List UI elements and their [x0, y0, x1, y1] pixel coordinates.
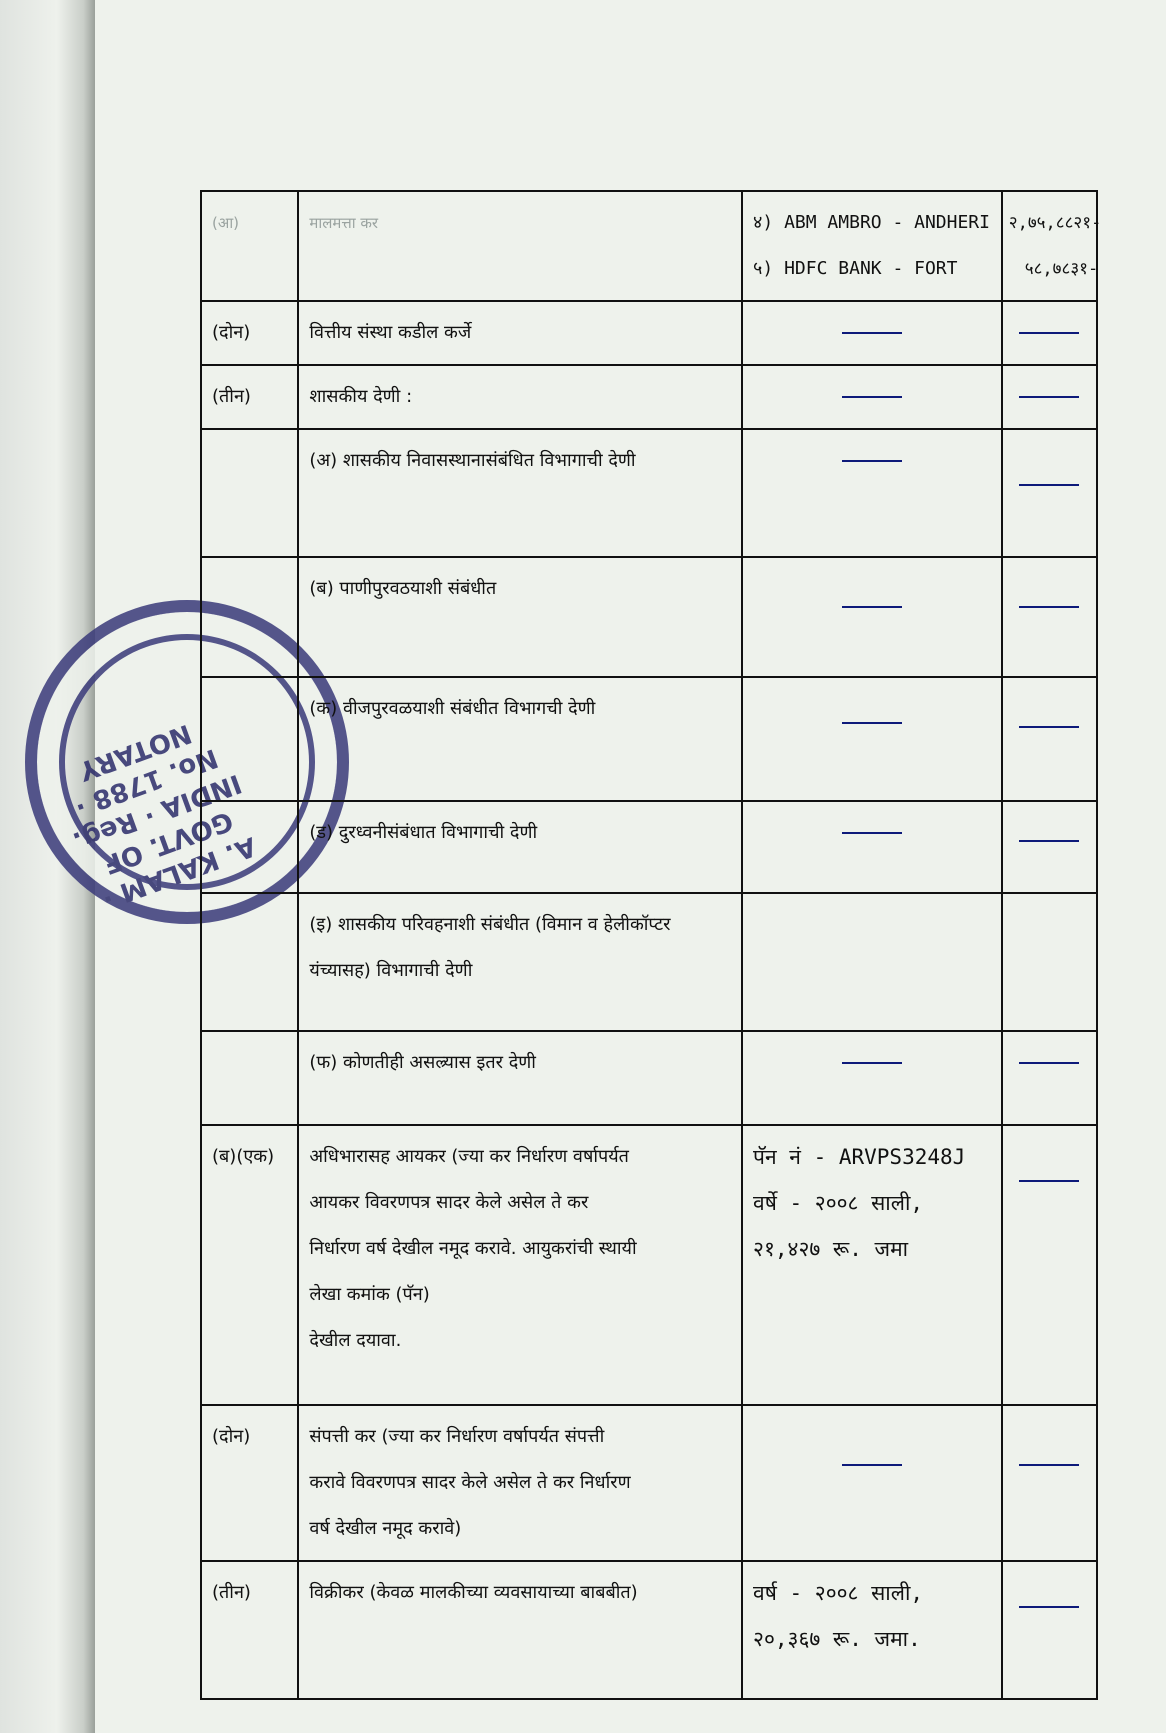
- row-description: (इ) शासकीय परिवहनाशी संबंधीत (विमान व हेलीकॉप्टर यंच्यासह) विभागाची देणी: [298, 893, 742, 1031]
- row-description: (अ) शासकीय निवासस्थानासंबंधित विभागाची देणी: [298, 429, 742, 557]
- table-row: [201, 557, 1097, 677]
- dash-mark: [842, 832, 902, 834]
- row-col4: [1002, 429, 1097, 557]
- row-col4: [1002, 1125, 1097, 1405]
- hw-line: पॅन नं - ARVPS3248J: [753, 1145, 966, 1169]
- dash-mark: [1019, 1606, 1079, 1608]
- desc-line: देखील दयावा.: [309, 1330, 402, 1351]
- table-row: [201, 1031, 1097, 1125]
- row-number: [201, 677, 298, 801]
- row-col3: [742, 893, 1002, 1031]
- dash-mark: [842, 332, 902, 334]
- row-number: (तीन): [201, 1561, 298, 1699]
- desc-line: वर्ष देखील नमूद करावे): [309, 1518, 462, 1539]
- faded-desc-cell: मालमत्ता कर: [298, 191, 742, 301]
- row-col4: [1002, 365, 1097, 429]
- desc-line: आयकर विवरणपत्र सादर केले असेल ते कर: [309, 1192, 589, 1213]
- dash-mark: [842, 606, 902, 608]
- dash-mark: [1019, 726, 1079, 728]
- row-col4: [1002, 1405, 1097, 1561]
- row-col4: [1002, 677, 1097, 801]
- row-description: [298, 1125, 742, 1405]
- row-number: (ब)(एक): [201, 1125, 298, 1405]
- row-col3: [742, 677, 1002, 801]
- faded-number-cell: (आ): [201, 191, 298, 301]
- bank-amounts-cell: [1002, 191, 1102, 301]
- row-col3: [742, 301, 1002, 365]
- row-col3: [742, 1405, 1002, 1561]
- table-row: [201, 365, 1097, 429]
- row-description: वित्तीय संस्था कडील कर्जे: [298, 301, 742, 365]
- dash-mark: [842, 1464, 902, 1466]
- dash-mark: [1019, 484, 1079, 486]
- row-description: (क) वीजपुरवळयाशी संबंधीत विभागची देणी: [298, 677, 742, 801]
- pan-details-cell: [742, 1125, 1002, 1405]
- table-row: [201, 429, 1097, 557]
- desc-line: निर्धारण वर्ष देखील नमूद करावे. आयुकरांची स्थायी: [309, 1238, 637, 1259]
- row-description: [298, 1405, 742, 1561]
- desc-line: करावे विवरणपत्र सादर केले असेल ते कर निर्धारण: [309, 1472, 631, 1493]
- hw-line: २०,३६७ रू. जमा.: [753, 1627, 921, 1651]
- row-number: (दोन): [201, 1405, 298, 1561]
- desc-line: संपत्ती कर (ज्या कर निर्धारण वर्षापर्यत संपत्ती: [309, 1426, 605, 1447]
- row-col4: [1002, 557, 1097, 677]
- row-col3: [742, 557, 1002, 677]
- table-row: [201, 1405, 1097, 1561]
- table-row: [201, 191, 1097, 301]
- dash-mark: [842, 396, 902, 398]
- row-description: (फ) कोणतीही असल्र्यास इतर देणी: [298, 1031, 742, 1125]
- row-col4: [1002, 301, 1097, 365]
- bank-line: ५) HDFC BANK - FORT: [753, 258, 958, 279]
- liabilities-table: [200, 190, 1102, 1700]
- amount-line: ५८,७८३१-: [1024, 259, 1099, 279]
- dash-mark: [1019, 840, 1079, 842]
- table-row: [201, 1125, 1097, 1405]
- dash-mark: [842, 460, 902, 462]
- dash-mark: [842, 722, 902, 724]
- row-col3: [742, 801, 1002, 893]
- row-number: (दोन): [201, 301, 298, 365]
- row-description: विक्रीकर (केवळ मालकीच्या व्यवसायाच्या बाबबीत): [298, 1561, 742, 1699]
- row-description: शासकीय देणी :: [298, 365, 742, 429]
- hw-line: वर्ष - २००८ साली,: [753, 1581, 924, 1605]
- desc-line: लेखा कमांक (पॅन): [309, 1284, 430, 1305]
- hw-line: २१,४२७ रू. जमा: [753, 1237, 909, 1261]
- row-number: [201, 557, 298, 677]
- table-row: [201, 801, 1097, 893]
- row-col3: [742, 429, 1002, 557]
- dash-mark: [1019, 332, 1079, 334]
- row-col4: [1002, 801, 1097, 893]
- row-description: (ड) दुरध्वनीसंबंधात विभागाची देणी: [298, 801, 742, 893]
- row-number: [201, 893, 298, 1031]
- table-row: [201, 1561, 1097, 1699]
- dash-mark: [1019, 606, 1079, 608]
- row-col4: [1002, 893, 1097, 1031]
- bank-names-cell: [742, 191, 1002, 301]
- dash-mark: [1019, 1464, 1079, 1466]
- dash-mark: [1019, 396, 1079, 398]
- table-row: [201, 301, 1097, 365]
- notary-seal-text: A. KALAM · GOVT. OF INDIA · Reg. No. 1788 · NOTARY: [68, 717, 260, 914]
- hw-line: वर्षे - २००८ साली,: [753, 1191, 924, 1215]
- row-col3: [742, 1031, 1002, 1125]
- table-row: [201, 677, 1097, 801]
- row-description: (ब) पाणीपुरवठयाशी संबंधीत: [298, 557, 742, 677]
- row-number: (तीन): [201, 365, 298, 429]
- row-number: [201, 429, 298, 557]
- dash-mark: [842, 1062, 902, 1064]
- row-number: [201, 1031, 298, 1125]
- row-col4: [1002, 1561, 1097, 1699]
- row-col3: [742, 365, 1002, 429]
- row-col4: [1002, 1031, 1097, 1125]
- amount-line: २,७५,८८२१-: [1008, 213, 1102, 233]
- sales-tax-details-cell: [742, 1561, 1002, 1699]
- dash-mark: [1019, 1180, 1079, 1182]
- bank-line: ४) ABM AMBRO - ANDHERI: [753, 212, 990, 233]
- desc-line: अधिभारासह आयकर (ज्या कर निर्धारण वर्षापर्यत: [309, 1146, 629, 1167]
- table-row: [201, 893, 1097, 1031]
- row-number: [201, 801, 298, 893]
- dash-mark: [1019, 1062, 1079, 1064]
